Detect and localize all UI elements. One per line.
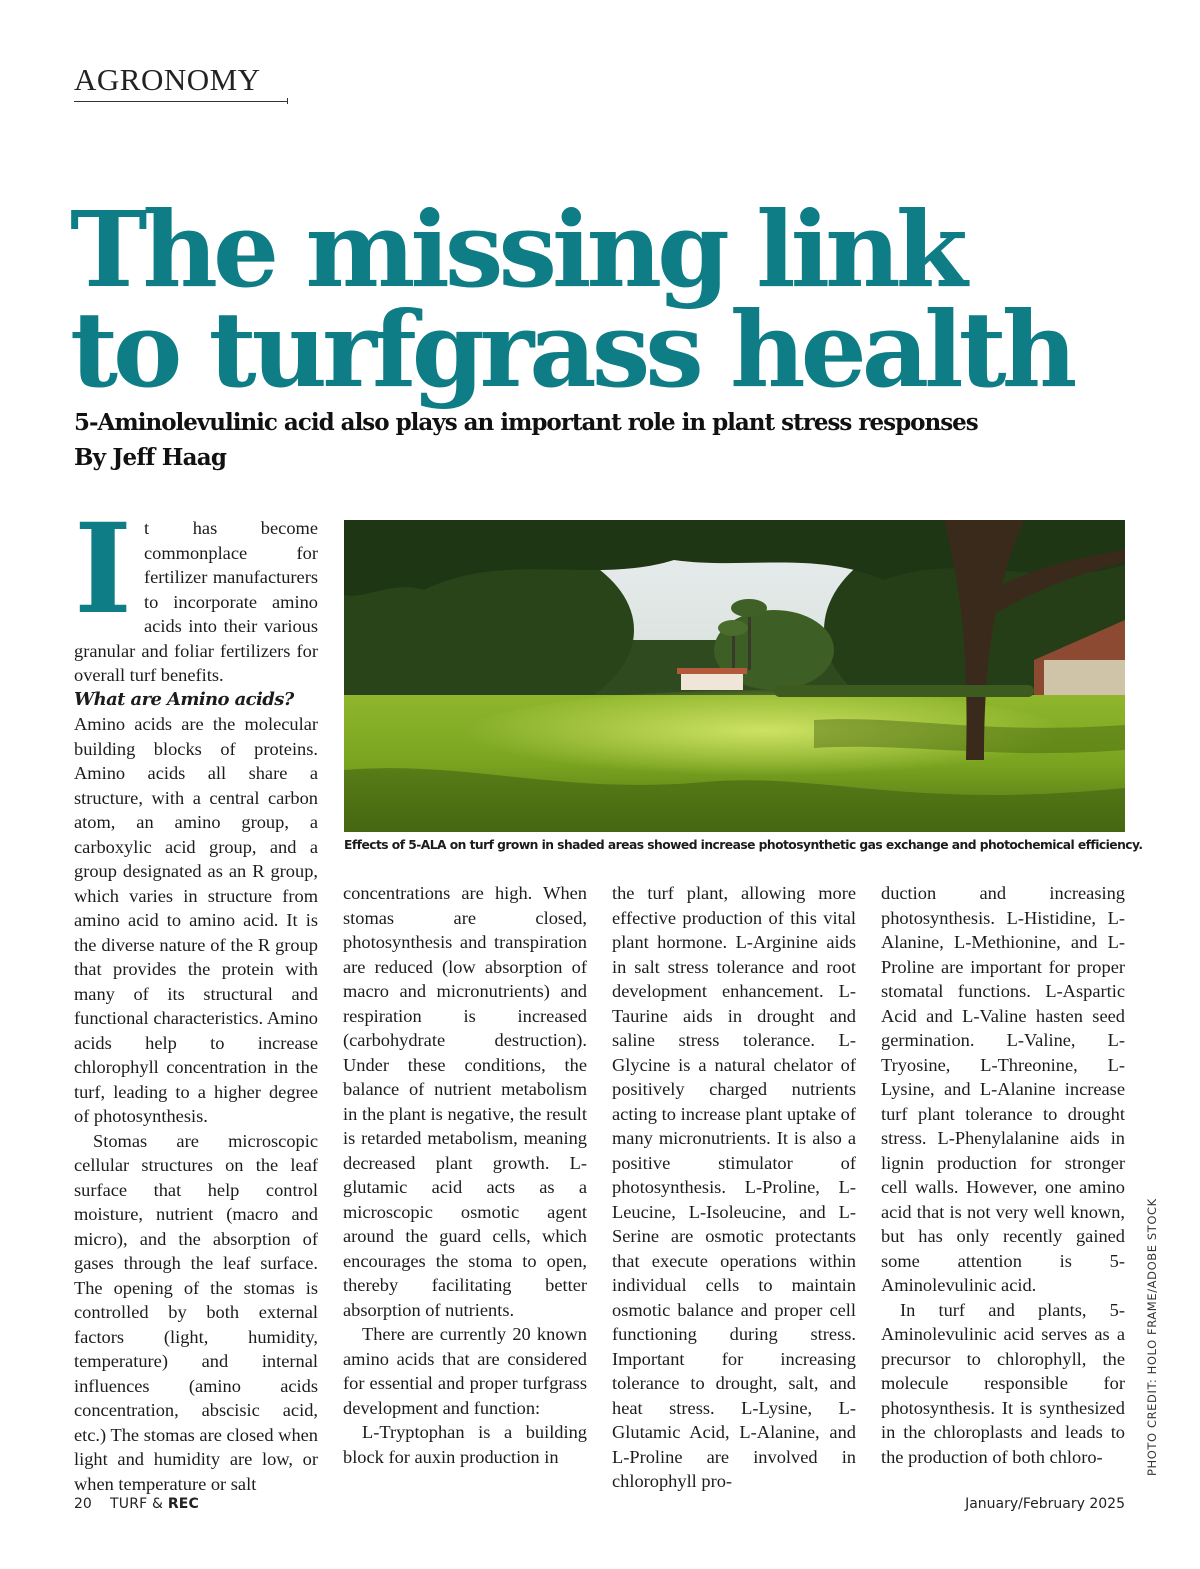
article-photo bbox=[344, 520, 1125, 832]
headline-line-1: The missing link bbox=[70, 188, 963, 311]
deck: 5-Aminolevulinic acid also plays an important role in plant stress responses bbox=[74, 409, 978, 436]
intro-paragraph bbox=[74, 497, 318, 688]
body-paragraph: concentrations are high. When stomas are closed, photosynthesis and transpiration are reduced (low absorption of macro and micronutrients) and respiration is increased (carbohydrate destruction). Under these conditions, the balance of nutrient metabolism in the plant is negative, the result is retarded metabolism, meaning decreased plant growth. L-glutamic acid acts as a microscopic osmotic agent around the guard cells, which encourages the stoma to open, thereby facilitating better absorption of nutrients. bbox=[343, 883, 587, 1320]
section-rule bbox=[74, 101, 288, 102]
body-column-4 bbox=[881, 881, 1125, 1469]
body-paragraph: There are currently 20 known amino acids that are considered for essential and proper turfgrass development and function: bbox=[343, 1324, 587, 1418]
body-paragraph: the turf plant, allowing more effective production of this vital plant hormone. L-Arginine aids in salt stress tolerance and root development enhancement. L-Taurine aids in drought and saline stress tolerance. L-Glycine is a natural chelator of positively charged nutrients acting to increase plant uptake of many micronutrients. It is also a positive stimulator of photosynthesis. L-Proline, L-Leucine, L-Isoleucine, and L-Serine are osmotic protectants that execute operations within individual cells to maintain osmotic balance and proper cell functioning during stress. Important for increasing tolerance to drought, salt, and heat stress. L-Lysine, L-Glutamic Acid, L-Alanine, and L-Proline are involved in chlorophyll pro- bbox=[612, 883, 856, 1491]
park-lawn-image bbox=[344, 520, 1125, 832]
issue-date: January/February 2025 bbox=[965, 1496, 1125, 1512]
body-paragraph: Stomas are microscopic cellular structures on the leaf surface that help control moisture, nutrient (macro and micro), and the absorption of gases through the leaf surface. The opening of the stomas is controlled by both external factors (light, humidity, temperature) and internal influences (amino acids concentration, abscisic acid, etc.) The stomas are closed when light and humidity are low, or when temperature or salt bbox=[74, 1130, 318, 1494]
body-paragraph: duction and increasing photosynthesis. L-Histidine, L-Alanine, L-Methionine, and L-Proline are important for proper stomatal functions. L-Aspartic Acid and L-Valine hasten seed germination. L-Valine, L-Tryosine, L-Threonine, L-Lysine, and L-Alanine increase turf plant tolerance to drought stress. L-Phenylalanine aids in lignin production for stronger cell walls. However, one amino acid that is not very well known, but has only recently gained some attention is 5-Aminolevulinic acid. bbox=[881, 883, 1125, 1295]
publication-prefix: TURF & bbox=[110, 1496, 164, 1512]
byline: By Jeff Haag bbox=[74, 444, 227, 471]
headline bbox=[70, 188, 1073, 411]
intro-text: t has become commonplace for fertilizer manufacturers to incorporate amino acids into their various granular and foliar fertilizers for overall turf benefits. bbox=[74, 518, 318, 685]
photo-caption: Effects of 5-ALA on turf grown in shaded areas showed increase photosynthetic gas exchange and photochemical efficiency. bbox=[344, 838, 1143, 852]
publication-bold: REC bbox=[167, 1496, 200, 1512]
section-label: AGRONOMY bbox=[74, 62, 261, 97]
publication-name bbox=[110, 1496, 199, 1512]
body-column-2 bbox=[343, 881, 587, 1469]
page-number: 20 bbox=[74, 1496, 92, 1512]
body-paragraph: L-Tryptophan is a building block for auxin production in bbox=[343, 1422, 587, 1467]
body-column-1 bbox=[74, 497, 318, 1496]
body-paragraph: Amino acids are the molecular building blocks of proteins. Amino acids all share a structure, with a central carbon atom, an amino group, a carboxylic acid group, and a group designated as an R group, which varies in structure from amino acid to amino acid. It is the diverse nature of the R group that provides the protein with many of its structural and functional characteristics. Amino acids help to increase chlorophyll concentration in the turf, leading to a higher degree of photosynthesis. bbox=[74, 714, 318, 1126]
body-column-3 bbox=[612, 881, 856, 1494]
photo-credit: PHOTO CREDIT: HOLO FRAME/ADOBE STOCK bbox=[1145, 1198, 1159, 1476]
drop-cap: I bbox=[74, 497, 133, 642]
headline-line-2: to turfgrass health bbox=[70, 288, 1073, 411]
body-paragraph: In turf and plants, 5-Aminolevulinic acid serves as a precursor to chlorophyll, the molecule responsible for photosynthesis. It is synthesized in the chloroplasts and leads to the production of both chloro- bbox=[881, 1299, 1125, 1467]
subhead: What are Amino acids? bbox=[74, 688, 294, 710]
